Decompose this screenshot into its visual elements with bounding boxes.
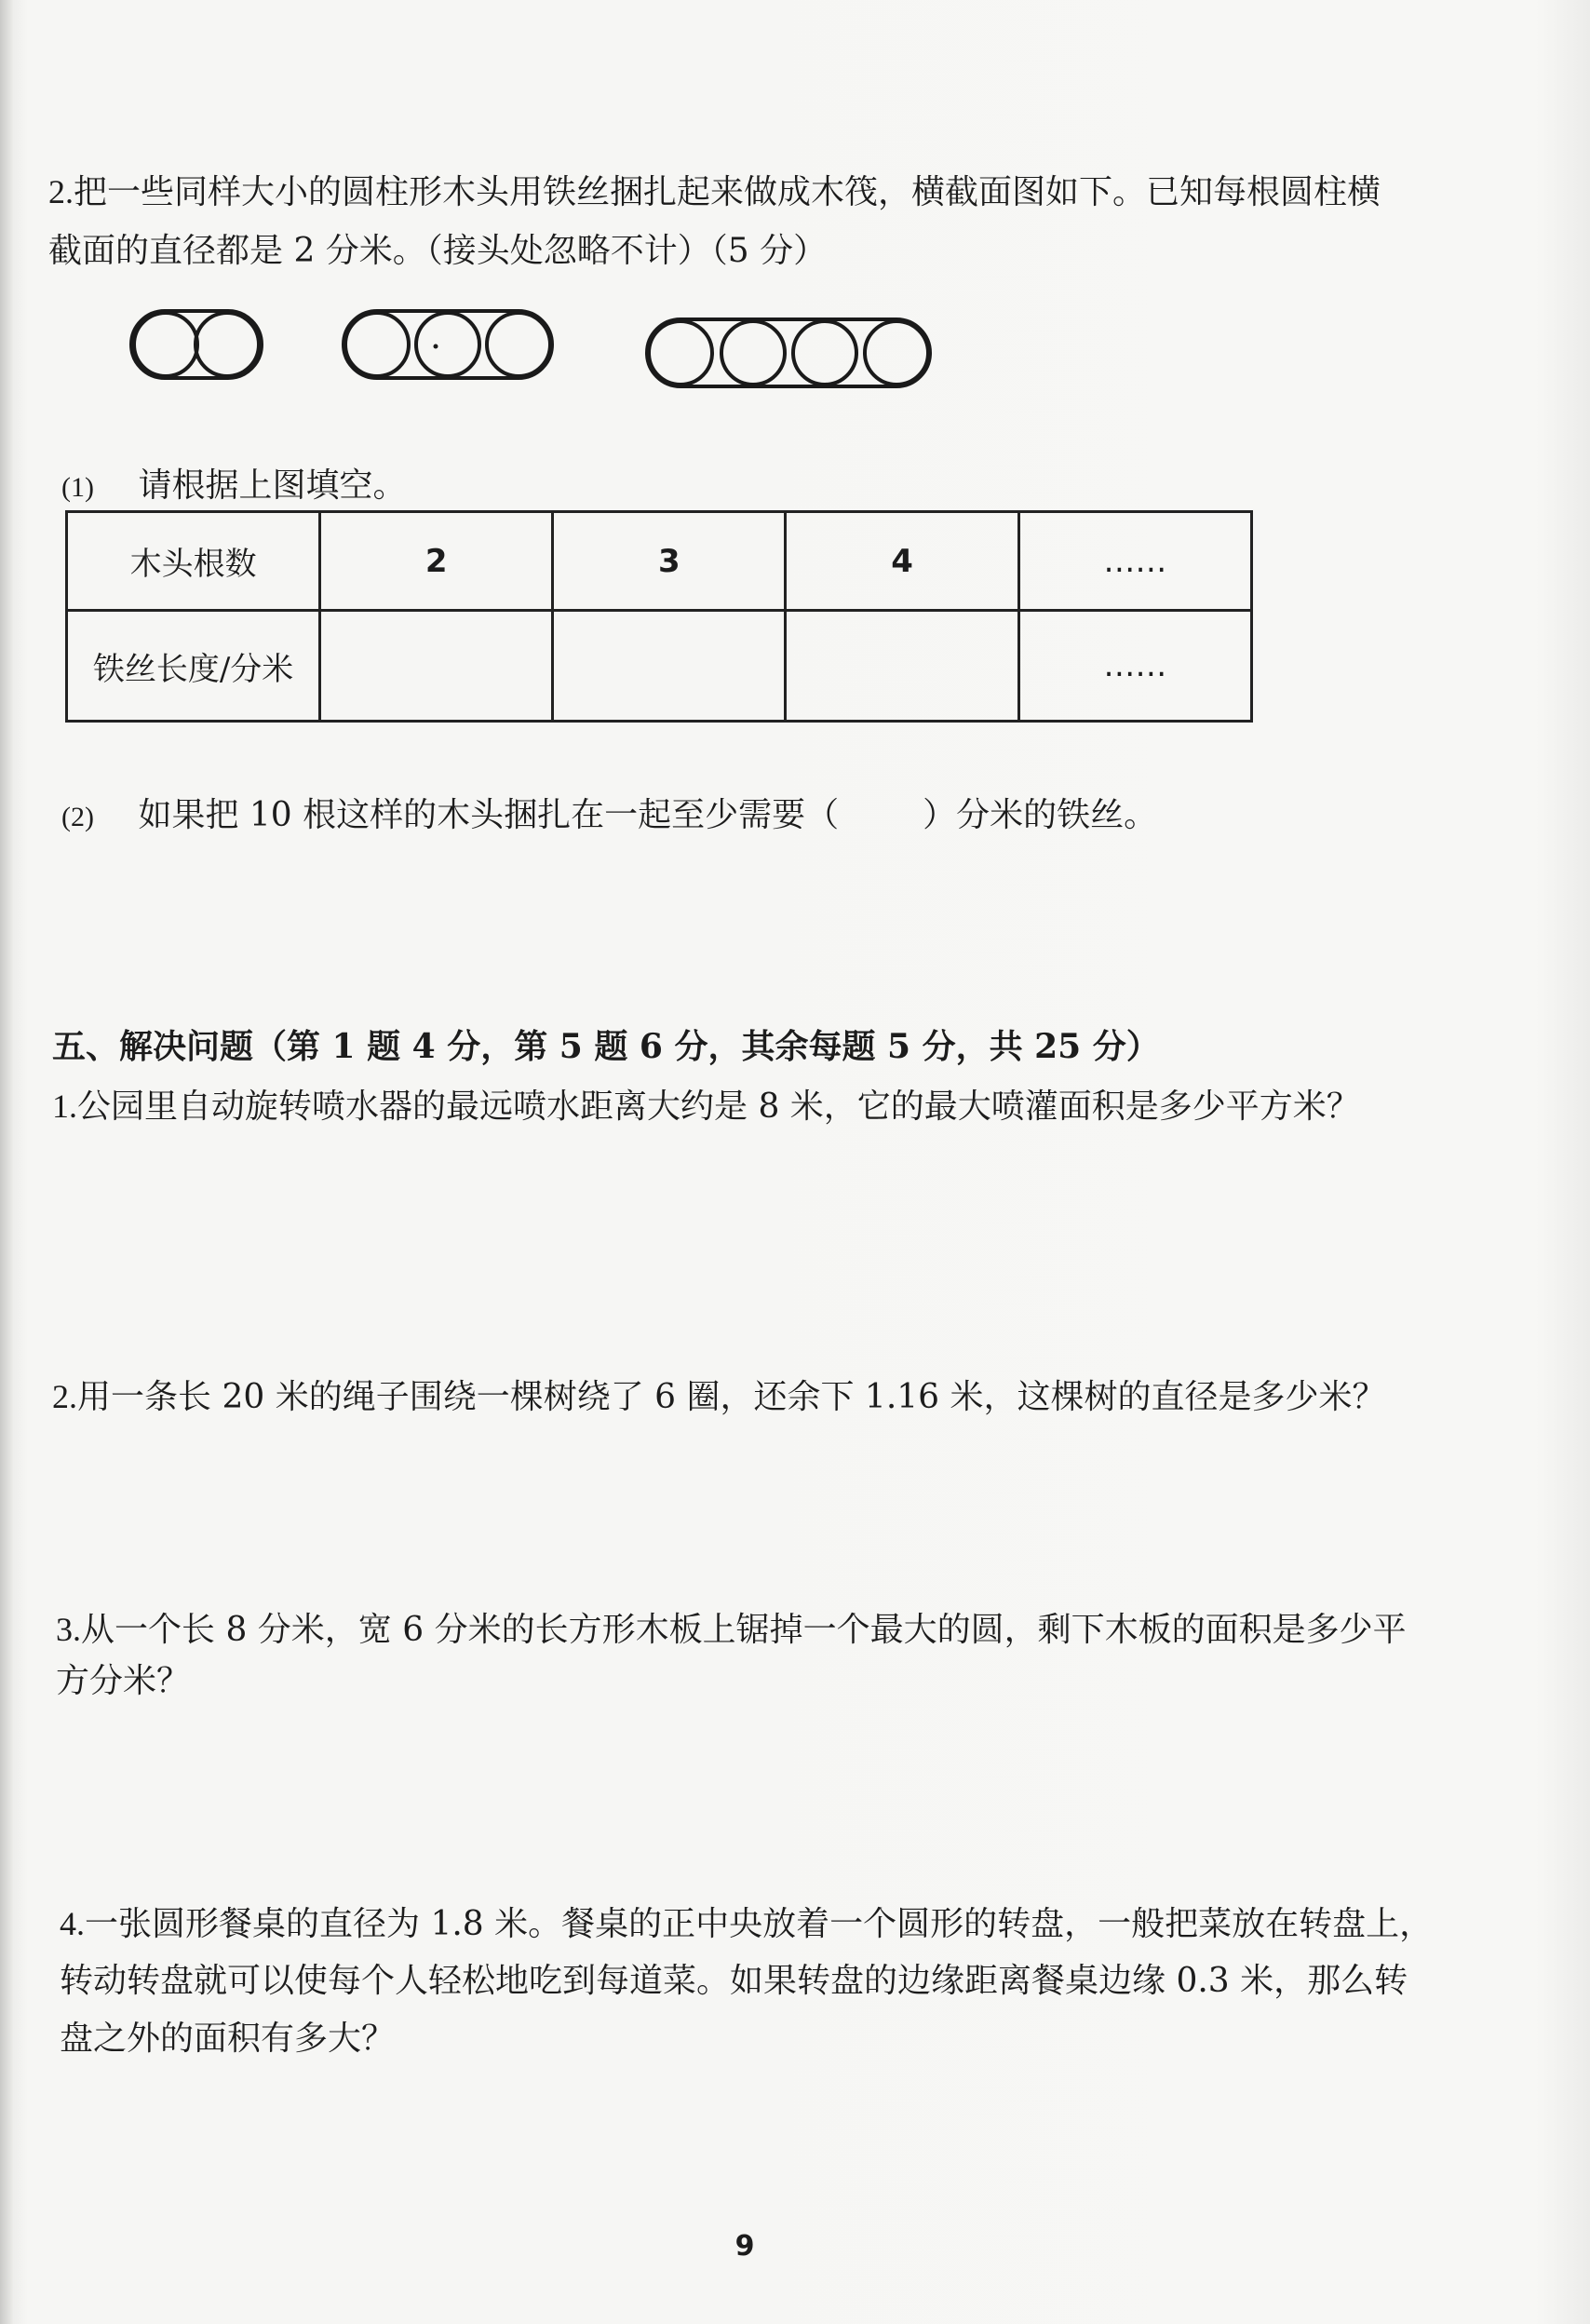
table-cell-ellipsis: ……	[1018, 512, 1251, 611]
page-number: 9	[734, 2230, 755, 2263]
problem-1	[52, 1082, 1360, 1131]
part-2-text-after: ）分米的铁丝。	[923, 796, 1158, 834]
part-1-label: (1)	[61, 472, 94, 503]
table-header-wire-length: 铁丝长度/分米	[67, 611, 320, 722]
table-row-log-count	[67, 512, 1252, 611]
part-1-line	[61, 462, 406, 512]
log-circle	[793, 321, 856, 385]
log-circle	[416, 313, 479, 376]
log-circle	[721, 321, 785, 385]
table-cell-log-count: 2	[320, 512, 553, 611]
log-circle	[487, 313, 550, 376]
log-circle	[134, 313, 197, 376]
question-2-number: 2.	[48, 173, 74, 210]
raft-group-3-logs	[344, 311, 552, 378]
table-cell-ellipsis: ……	[1018, 611, 1251, 722]
center-dot	[434, 345, 438, 349]
page-binding-edge	[0, 0, 13, 2324]
table-cell-log-count: 3	[553, 512, 786, 611]
question-2-line-2: 截面的直径都是 2 分米。（接头处忽略不计）（5 分）	[48, 232, 828, 270]
problem-1-text: 公园里自动旋转喷水器的最远喷水距离大约是 8 米，它的最大喷灌面积是多少平方米？	[77, 1088, 1360, 1126]
question-2-text-line-1: 把一些同样大小的圆柱形木头用铁丝捆扎起来做成木筏，横截面图如下。已知每根圆柱横	[74, 173, 1381, 211]
problem-3-text-line-1: 从一个长 8 分米，宽 6 分米的长方形木板上锯掉一个最大的圆，剩下木板的面积是多少平	[81, 1611, 1407, 1649]
problem-4-line-2: 转动转盘就可以使每个人轻松地吃到每道菜。如果转盘的边缘距离餐桌边缘 0.3 米，那么转	[60, 1962, 1408, 2000]
problem-4-line-3: 盘之外的面积有多大？	[60, 2020, 396, 2058]
log-circle	[195, 313, 259, 376]
raft-group-2-logs	[131, 311, 262, 378]
problem-3-line-2: 方分米？	[56, 1662, 191, 1700]
problem-2	[52, 1372, 1386, 1422]
part-1-text: 请根据上图填空。	[138, 466, 407, 505]
problem-1-number: 1.	[52, 1088, 77, 1125]
wire-band-4	[647, 319, 930, 386]
problem-4-text-line-1: 一张圆形餐桌的直径为 1.8 米。餐桌的正中央放着一个圆形的转盘，一般把菜放在转盘上，	[85, 1905, 1434, 1943]
fill-in-table	[65, 510, 1253, 723]
table-answer-cell[interactable]	[320, 611, 553, 722]
log-circle	[345, 313, 409, 376]
part-2-text-before: 如果把 10 根这样的木头捆扎在一起至少需要（	[138, 796, 840, 834]
problem-2-text: 用一条长 20 米的绳子围绕一棵树绕了 6 圈，还余下 1.16 米，这棵树的直径是多少米？	[77, 1378, 1386, 1416]
part-2-label: (2)	[61, 802, 94, 832]
log-circle	[649, 321, 712, 385]
problem-2-number: 2.	[52, 1378, 77, 1415]
section-5-heading: 五、解决问题（第 1 题 4 分，第 5 题 6 分，其余每题 5 分，共 25 分）	[52, 1027, 1160, 1066]
wire-band-3	[344, 311, 552, 378]
problem-4-number: 4.	[60, 1905, 85, 1942]
problem-4-line-1	[60, 1899, 1433, 1949]
table-header-log-count: 木头根数	[67, 512, 320, 611]
part-2-line	[61, 791, 1157, 842]
table-row-wire-length	[67, 611, 1252, 722]
question-2-line-1	[48, 168, 1381, 217]
problem-3-number: 3.	[56, 1611, 81, 1648]
raft-cross-section-figure	[121, 296, 959, 408]
table-answer-cell[interactable]	[786, 611, 1018, 722]
raft-group-4-logs	[647, 319, 930, 386]
table-answer-cell[interactable]	[553, 611, 786, 722]
log-circle	[865, 321, 928, 385]
table-cell-log-count: 4	[786, 512, 1018, 611]
problem-3-line-1	[56, 1605, 1407, 1655]
